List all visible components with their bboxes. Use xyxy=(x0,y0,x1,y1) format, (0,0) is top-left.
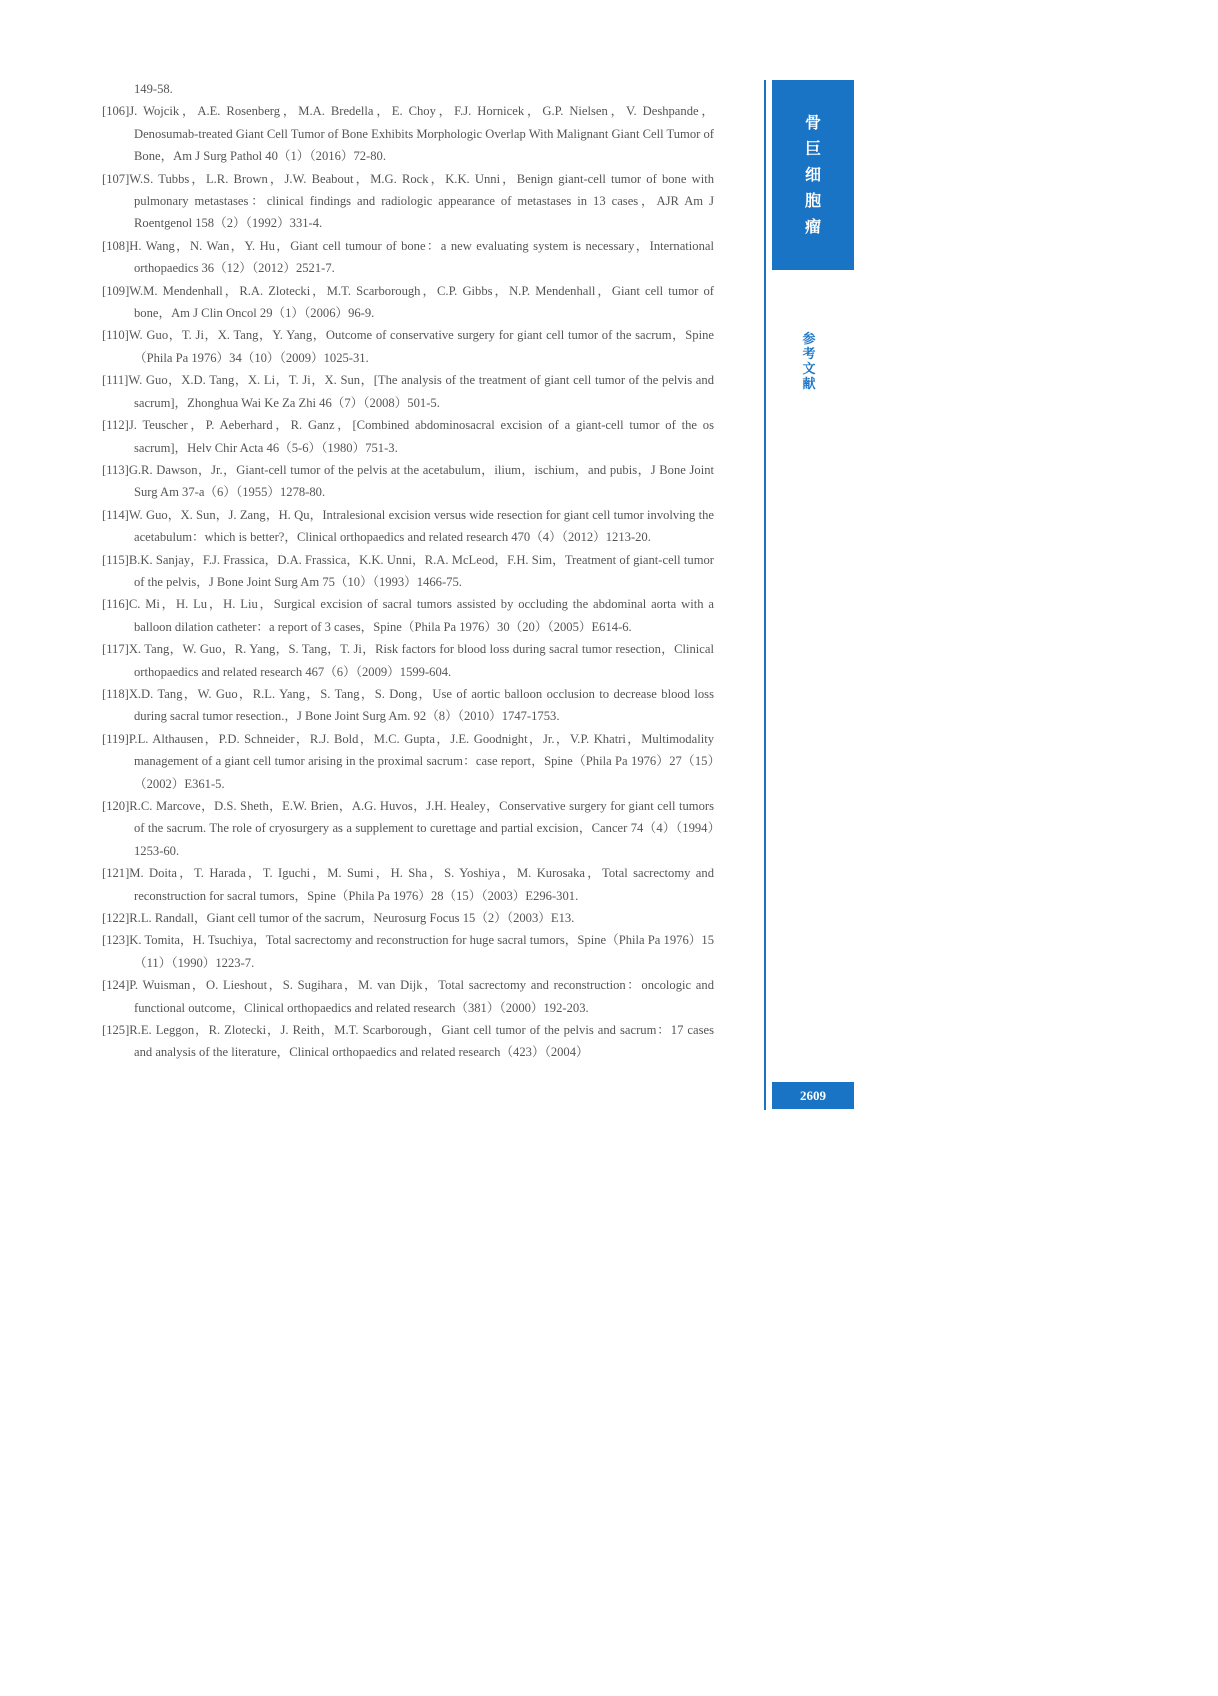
reference-text: R.E. Leggon，R. Zlotecki，J. Reith，M.T. Scarborough，Giant cell tumor of the pelvis and sacrum：17 cases and analysis of the literature，Clinical orthopaedics and related research（423）（2004） xyxy=(129,1023,714,1060)
reference-text: H. Wang，N. Wan，Y. Hu，Giant cell tumour of bone：a new evaluating system is necessary，International orthopaedics 36（12）（2012）2521-7. xyxy=(129,238,714,276)
reference-number: [113] xyxy=(102,462,129,477)
reference-text: P. Wuisman，O. Lieshout，S. Sugihara，M. van Dijk，Total sacrectomy and reconstruction：oncologic and functional outcome，Clinical orthopaedics and related research（381）（2000）192-203. xyxy=(129,978,714,1015)
reference-text: M. Doita，T. Harada，T. Iguchi，M. Sumi，H. Sha，S. Yoshiya，M. Kurosaka，Total sacrectomy and reconstruction for sacral tumors，Spine（Phila Pa 1976）28（15）（2003）E296-301. xyxy=(129,866,714,903)
reference-number: [117] xyxy=(102,642,129,657)
reference-item xyxy=(102,974,714,1019)
chapter-title-char: 骨 xyxy=(804,113,821,132)
section-label-char: 文 xyxy=(802,362,816,377)
reference-number: [119] xyxy=(102,731,129,746)
reference-text: K. Tomita，H. Tsuchiya，Total sacrectomy and reconstruction for huge sacral tumors，Spine（Phila Pa 1976）15（11）（1990）1223-7. xyxy=(129,933,714,970)
reference-item xyxy=(102,593,714,638)
reference-number: [118] xyxy=(102,686,129,701)
reference-number: [107] xyxy=(102,171,130,186)
reference-item xyxy=(102,549,714,594)
reference-item xyxy=(102,459,714,504)
reference-text: X.D. Tang，W. Guo，R.L. Yang，S. Tang，S. Dong，Use of aortic balloon occlusion to decrease blood loss during sacral tumor resection.，J Bone Joint Surg Am. 92（8）（2010）1747-1753. xyxy=(128,686,714,724)
reference-number: [121] xyxy=(102,866,130,881)
chapter-title-char: 瘤 xyxy=(804,217,821,236)
reference-item xyxy=(102,280,714,325)
reference-text: R.L. Randall，Giant cell tumor of the sacrum，Neurosurg Focus 15（2）（2003）E13. xyxy=(129,911,575,926)
reference-item xyxy=(102,862,714,907)
reference-text: J. Wojcik，A.E. Rosenberg，M.A. Bredella，E. Choy，F.J. Hornicek，G.P. Nielsen，V. Deshpande，Denosumab-treated Giant Cell Tumor of Bone Exhibits Morphologic Overlap With Malignant Giant Cell Tumor of Bone，Am J Surg Pathol 40（1）（2016）72-80. xyxy=(129,104,714,164)
reference-text: R.C. Marcove，D.S. Sheth，E.W. Brien，A.G. Huvos，J.H. Healey，Conservative surgery for giant cell tumors of the sacrum. The role of cryosurgery as a supplement to curettage and partial excision，Cancer 74（4）（1994）1253-60. xyxy=(129,799,714,858)
reference-item xyxy=(102,369,714,414)
reference-number: [106] xyxy=(102,104,130,119)
reference-item xyxy=(102,504,714,549)
reference-text: X. Tang，W. Guo，R. Yang，S. Tang，T. Ji，Risk factors for blood loss during sacral tumor resection，Clinical orthopaedics and related research 467（6）（2009）1599-604. xyxy=(128,642,714,679)
reference-item xyxy=(102,1019,714,1064)
chapter-tab xyxy=(772,80,854,270)
reference-text: W.M. Mendenhall，R.A. Zlotecki，M.T. Scarborough，C.P. Gibbs，N.P. Mendenhall，Giant cell tumor of bone，Am J Clin Oncol 29（1）（2006）96-9. xyxy=(129,283,714,321)
reference-item xyxy=(102,795,714,862)
reference-number: [112] xyxy=(102,418,129,433)
reference-number: [109] xyxy=(102,283,130,298)
section-label-char: 献 xyxy=(802,377,816,392)
reference-item xyxy=(102,683,714,728)
reference-continuation: 149-58. xyxy=(134,82,173,96)
reference-item xyxy=(102,929,714,974)
reference-number: [124] xyxy=(102,978,130,993)
reference-text: W. Guo，X.D. Tang，X. Li，T. Ji，X. Sun，[The analysis of the treatment of giant cell tumor of the pelvis and sacrum]，Zhonghua Wai Ke Za Zhi 46（7）（2008）501-5. xyxy=(128,373,714,410)
reference-text: W. Guo，X. Sun，J. Zang，H. Qu，Intralesional excision versus wide resection for giant cell tumor involving the acetabulum：which is better?，Clinical orthopaedics and related research 470（4）（2012）1213-20. xyxy=(128,507,714,545)
reference-text: G.R. Dawson，Jr.，Giant-cell tumor of the pelvis at the acetabulum，ilium，ischium，and pubis，J Bone Joint Surg Am 37-a（6）（1955）1278-80. xyxy=(128,462,714,500)
reference-text: P.L. Althausen，P.D. Schneider，R.J. Bold，M.C. Gupta，J.E. Goodnight，Jr.，V.P. Khatri，Multimodality management of a giant cell tumor arising in the proximal sacrum：case report，Spine（Phila Pa 1976）27（15）（2002）E361-5. xyxy=(128,731,714,791)
section-label xyxy=(797,332,821,392)
reference-item xyxy=(102,235,714,280)
reference-text: J. Teuscher，P. Aeberhard，R. Ganz，[Combined abdominosacral excision of a giant-cell tumor of the os sacrum]，Helv Chir Acta 46（5-6）（1980）751-3. xyxy=(128,418,714,455)
sidebar-divider xyxy=(764,80,766,1110)
reference-item xyxy=(102,100,714,167)
page-number: 2609 xyxy=(772,1082,854,1109)
reference-item xyxy=(102,414,714,459)
reference-number: [125] xyxy=(102,1023,130,1038)
reference-number: [110] xyxy=(102,328,129,343)
chapter-title-char: 细 xyxy=(804,165,821,184)
chapter-title-char: 巨 xyxy=(804,139,821,158)
reference-number: [120] xyxy=(102,799,130,813)
reference-number: [116] xyxy=(102,597,129,612)
section-label-char: 考 xyxy=(802,347,816,362)
reference-number: [114] xyxy=(102,507,129,522)
reference-item xyxy=(102,638,714,683)
reference-item xyxy=(102,324,714,369)
chapter-title-char: 胞 xyxy=(804,191,821,210)
reference-number: [123] xyxy=(102,933,130,948)
reference-text: B.K. Sanjay，F.J. Frassica，D.A. Frassica，K.K. Unni，R.A. McLeod，F.H. Sim，Treatment of giant-cell tumor of the pelvis，J Bone Joint Surg Am 75（10）（1993）1466-75. xyxy=(128,552,714,589)
reference-text: W.S. Tubbs，L.R. Brown，J.W. Beabout，M.G. Rock，K.K. Unni，Benign giant-cell tumor of bone with pulmonary metastases：clinical findings and radiologic appearance of metastases in 13 cases，AJR Am J Roentgenol 158（2）（1992）331-4. xyxy=(129,171,714,231)
reference-text: C. Mi，H. Lu，H. Liu，Surgical excision of sacral tumors assisted by occluding the abdominal aorta with a balloon dilation catheter：a report of 3 cases，Spine（Phila Pa 1976）30（20）（2005）E614-6. xyxy=(128,597,714,634)
reference-item xyxy=(102,907,714,929)
reference-number: [108] xyxy=(102,238,130,253)
section-label-char: 参 xyxy=(802,332,816,347)
reference-number: [111] xyxy=(102,373,129,388)
reference-text: W. Guo，T. Ji，X. Tang，Y. Yang，Outcome of conservative surgery for giant cell tumor of the sacrum，Spine（Phila Pa 1976）34（10）（2009）1025-31. xyxy=(128,328,714,365)
reference-number: [122] xyxy=(102,911,130,926)
reference-item xyxy=(102,168,714,235)
reference-list xyxy=(102,78,714,1064)
reference-number: [115] xyxy=(102,552,129,567)
reference-item xyxy=(102,728,714,795)
